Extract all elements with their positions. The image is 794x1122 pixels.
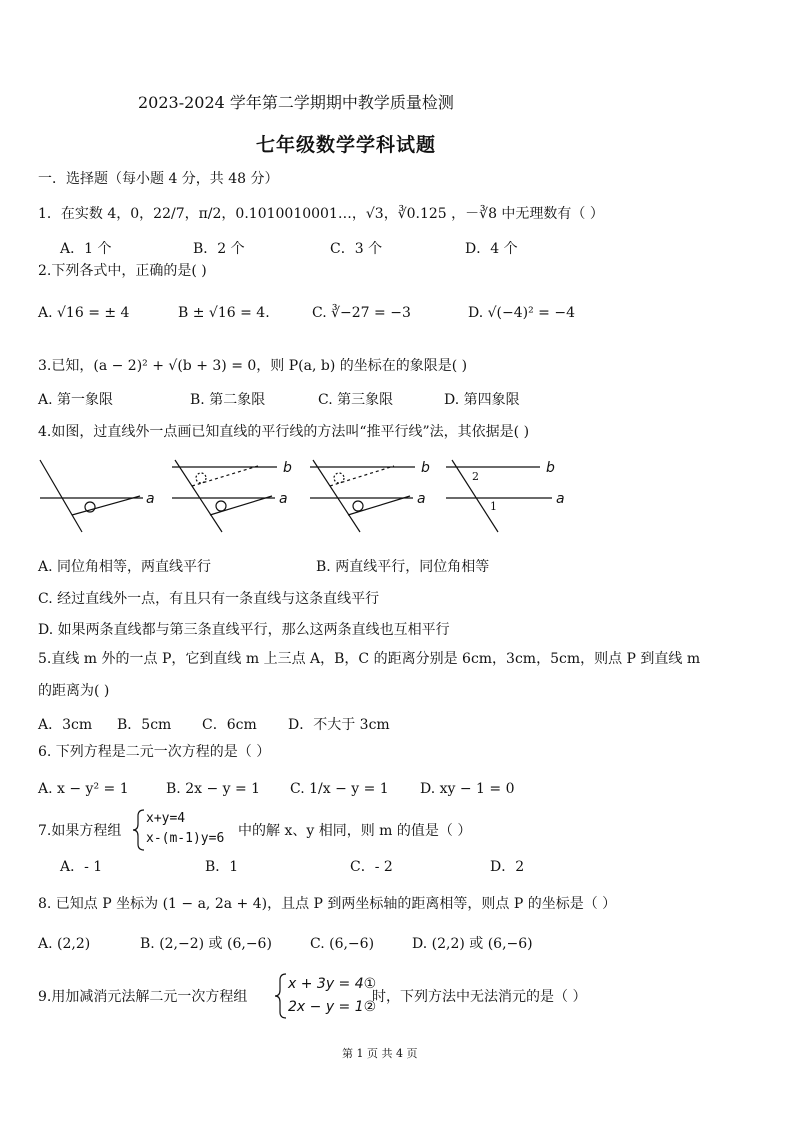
- q7-equation-1: x+y=4: [146, 811, 186, 826]
- q3-option-c: C. 第三象限: [318, 392, 394, 408]
- q8-option-d: D. (2,2) 或 (6,−6): [412, 936, 533, 952]
- q6-option-c: C. 1/x − y = 1: [290, 781, 389, 797]
- q4-option-c: C. 经过直线外一点，有且只有一条直线与这条直线平行: [38, 591, 380, 607]
- q4-option-a: A. 同位角相等，两直线平行: [38, 559, 212, 575]
- q7-option-d: D．2: [490, 859, 525, 875]
- fig4-angle-2: 2: [472, 470, 479, 483]
- q9-equation-2: 2x − y = 1②: [288, 999, 377, 1015]
- question-1-stem: 1．在实数 4，0，22/7，π/2，0.1010010001…，√3，∛0.125 ，－∛8 中无理数有（ ）: [38, 206, 604, 222]
- question-3-stem: 3.已知，(a − 2)² + √(b + 3) = 0，则 P(a, b) 的坐标在的象限是( ): [38, 358, 468, 374]
- q5-option-b: B．5cm: [117, 717, 172, 733]
- fig4-label-a: a: [556, 491, 565, 507]
- q8-option-b: B. (2,−2) 或 (6,−6): [140, 936, 272, 952]
- q2-option-d: D. √(−4)² = −4: [468, 305, 575, 321]
- q3-option-a: A. 第一象限: [38, 392, 114, 408]
- q7-option-c: C．- 2: [350, 859, 393, 875]
- q2-option-c: C. ∛−27 = −3: [312, 305, 411, 321]
- exam-subtitle: 七年级数学学科试题: [256, 134, 437, 156]
- q1-option-c: C．3 个: [330, 241, 383, 257]
- exam-title: 2023-2024 学年第二学期期中教学质量检测: [138, 93, 454, 112]
- q5-option-a: A．3cm: [38, 717, 93, 733]
- question-9-prefix: 9.用加减消元法解二元一次方程组: [38, 989, 248, 1005]
- fig2-label-a: a: [279, 491, 288, 507]
- q1-option-d: D．4 个: [465, 241, 518, 257]
- q6-option-b: B. 2x − y = 1: [166, 781, 261, 797]
- question-6-stem: 6. 下列方程是二元一次方程的是（ ）: [38, 744, 271, 760]
- question-4-stem: 4.如图，过直线外一点画已知直线的平行线的方法叫“推平行线”法，其依据是( ): [38, 424, 530, 440]
- q6-option-d: D. xy − 1 = 0: [420, 781, 515, 797]
- q2-option-b: B ± √16 = 4.: [178, 305, 270, 321]
- question-7-suffix: 中的解 x、y 相同，则 m 的值是（ ）: [238, 823, 472, 839]
- question-2-stem: 2.下列各式中，正确的是( ): [38, 263, 207, 279]
- section-heading: 一．选择题（每小题 4 分，共 48 分）: [38, 171, 279, 187]
- q3-option-d: D. 第四象限: [444, 392, 520, 408]
- fig3-label-a: a: [417, 491, 426, 507]
- question-8-stem: 8. 已知点 P 坐标为 (1 − a, 2a + 4)，且点 P 到两坐标轴的距离相等，则点 P 的坐标是（ ）: [38, 896, 617, 912]
- question-5-stem: 5.直线 m 外的一点 P，它到直线 m 上三点 A，B，C 的距离分别是 6cm，3cm，5cm，则点 P 到直线 m: [38, 651, 701, 667]
- q7-equation-2: x-(m-1)y=6: [146, 831, 225, 846]
- q4-option-b: B. 两直线平行，同位角相等: [316, 559, 490, 575]
- question-5-stem-cont: 的距离为( ): [38, 683, 110, 699]
- q8-option-c: C. (6,−6): [310, 936, 375, 952]
- q7-option-b: B．1: [205, 859, 239, 875]
- q9-equation-1: x + 3y = 4①: [288, 976, 377, 992]
- q2-option-a: A. √16 = ± 4: [38, 305, 130, 321]
- q1-option-a: A．1 个: [60, 241, 112, 257]
- page-footer: 第 1 页 共 4 页: [342, 1047, 418, 1060]
- fig4-angle-1: 1: [490, 500, 497, 513]
- fig3-label-b: b: [421, 460, 430, 476]
- q3-option-b: B. 第二象限: [190, 392, 266, 408]
- q7-option-a: A．- 1: [60, 859, 103, 875]
- q8-option-a: A. (2,2): [38, 936, 91, 952]
- q4-option-d: D. 如果两条直线都与第三条直线平行，那么这两条直线也互相平行: [38, 622, 450, 638]
- q5-option-d: D．不大于 3cm: [288, 717, 390, 733]
- question-9-suffix: 时，下列方法中无法消元的是（ ）: [372, 989, 587, 1005]
- q1-option-b: B．2 个: [193, 241, 245, 257]
- fig1-label-a: a: [146, 491, 155, 507]
- fig2-label-b: b: [283, 460, 292, 476]
- question-7-prefix: 7.如果方程组: [38, 823, 122, 839]
- fig4-label-b: b: [546, 460, 555, 476]
- q5-option-c: C．6cm: [202, 717, 257, 733]
- q6-option-a: A. x − y² = 1: [38, 781, 129, 797]
